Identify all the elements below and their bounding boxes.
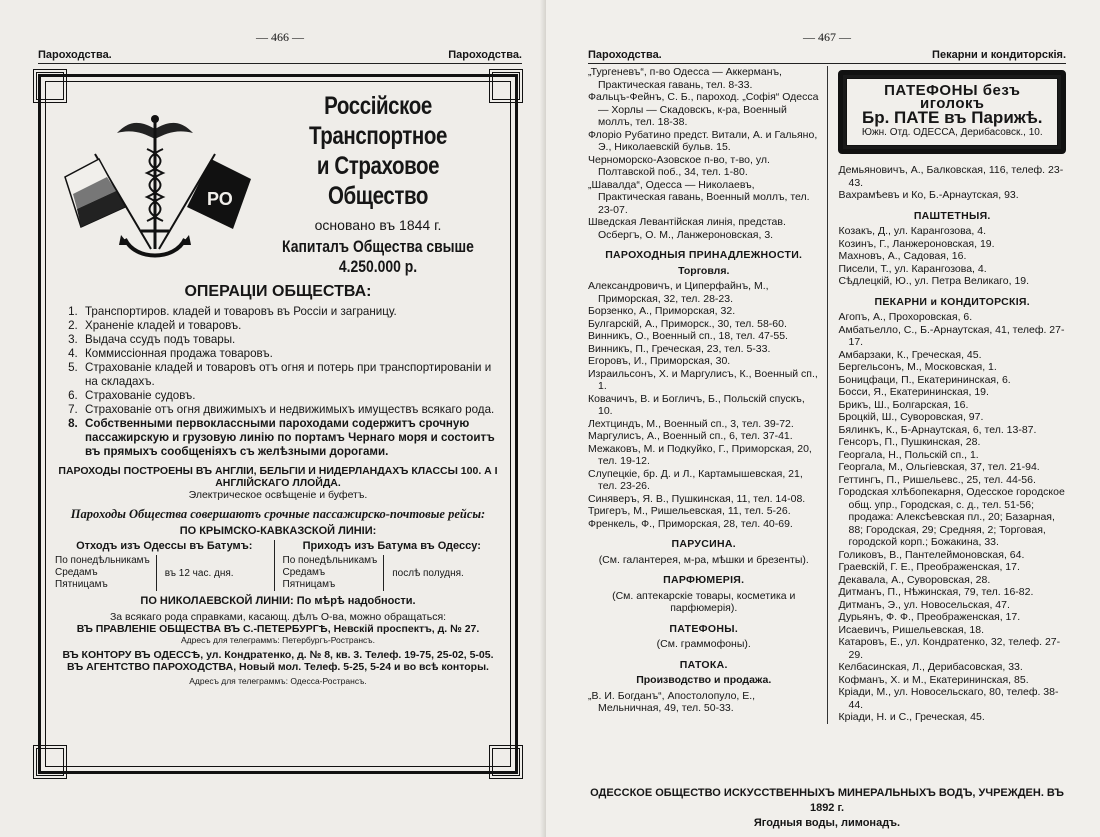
box-ad-line3: Южн. Отд. ОДЕССА, Дерибасовск., 10. xyxy=(861,126,1043,138)
day-label: По понедѣльникамъ xyxy=(282,555,378,566)
list-item: Георгала, М., Ольгіевская, 37, тел. 21-94. xyxy=(838,461,1040,473)
patefony-advertisement xyxy=(838,70,1066,154)
list-item: Френкель, Ф., Приморская, 28, тел. 40-69. xyxy=(588,517,793,530)
list-item: Кофманъ, Х. и М., Екатерининская, 85. xyxy=(838,673,1029,686)
schedule-arrival xyxy=(274,540,502,591)
list-item: 8. Собственными первоклассными пароходами содержитъ срочную пассажирскую и грузовую линію по портамъ Чернаго моря и состоитъ въ прямыхъ сообщеніяхъ съ желѣзными дорогами. xyxy=(81,417,501,459)
list-item: Агопъ, А., Прохоровская, 6. xyxy=(838,311,973,323)
list-item: Израильсонъ, Х. и Маргулисъ, К., Военный сп., 1. xyxy=(588,367,818,392)
list-item: „Тургеневъ“, п-во Одесса — Аккерманъ, Практическая гавань, тел. 8-33. xyxy=(588,66,782,91)
list-item: Булгарскій, А., Приморск., 30, тел. 58-60. xyxy=(588,317,787,330)
list-item: Боницфаци, П., Екатерининская, 6. xyxy=(838,373,1011,386)
list-item: Бялинкъ, К., Б-Арнаутская, 6, тел. 13-87. xyxy=(838,423,1037,436)
list-item: Флоріо Рубатино предст. Витали, А. и Гальяно, Э., Николаевскій бульв. 15. xyxy=(588,128,818,153)
list-item: Лехтциндъ, М., Военный сп., 3, тел. 39-72. xyxy=(588,417,794,430)
footer-line2: Ягодныя воды, лимонадъ. xyxy=(753,817,901,829)
built-line: ПАРОХОДЫ ПОСТРОЕНЫ ВЪ АНГЛІИ, БЕЛЬГІИ И НИДЕРЛАНДАХЪ КЛАССЫ 100. А I АНГЛІЙСКАГО ЛЛОЙДА. xyxy=(58,465,498,489)
svg-text:РО: РО xyxy=(207,189,233,209)
electric-line: Электрическое освѣщеніе и буфетъ. xyxy=(188,489,368,501)
list-item: Винникъ, О., Военный сп., 18, тел. 47-55. xyxy=(588,330,788,342)
section-heading: ПАРУСИНА. xyxy=(671,538,736,550)
list-item: Ковачичъ, В. и Богличъ, Б., Польскій спускъ, 10. xyxy=(588,392,805,417)
list-item: 5. Страхованіе кладей и товаровъ отъ огня и потерь при транспортированіи и на складахъ. xyxy=(81,361,501,389)
operations-title: ОПЕРАЦІИ ОБЩЕСТВА: xyxy=(184,283,372,300)
list-item: Фальцъ-Фейнъ, С. Б., пароход. „Софія“ Одесса — Хорлы — Скадовскъ, к-ра, Военный моллъ, тел. 18-38. xyxy=(588,91,819,128)
flags-anchor-emblem-icon xyxy=(55,99,255,269)
footer-advertisement xyxy=(588,786,1066,831)
page-number: — 467 — xyxy=(803,30,851,44)
list-item: Амбатьелло, С., Б.-Арнаутская, 41, телеф. 27-17. xyxy=(838,323,1065,348)
cross-reference: (См. граммофоны). xyxy=(656,638,751,650)
subsection-heading: Производство и продажа. xyxy=(636,674,772,686)
list-item: Козакъ, Д., ул. Карангозова, 4. xyxy=(838,225,986,237)
list-item: Демьяновичъ, А., Балковская, 116, телеф. 23-43. xyxy=(838,164,1064,189)
crimea-line: ПО КРЫМСКО-КАВКАЗСКОЙ ЛИНІИ: xyxy=(179,525,377,537)
list-item: Егоровъ, И., Приморская, 30. xyxy=(588,355,731,367)
list-item: Вахрамѣевъ и Ко, Б.-Арнаутская, 93. xyxy=(838,189,1019,201)
founded-line: основано въ 1844 г. xyxy=(314,217,442,233)
list-item: Босси, Я., Екатерининская, 19. xyxy=(838,386,989,398)
cross-reference: (См. галантерея, м-ра, мѣшки и брезенты). xyxy=(598,553,809,566)
list-item: Генсоръ, П., Пушкинская, 28. xyxy=(838,436,981,448)
list-item: Писели, Т., ул. Карангозова, 4. xyxy=(838,262,987,275)
telegram-odessa: Адресъ для телеграммъ: Одесса-Ространсъ. xyxy=(189,676,367,686)
list-item: 4. Коммиссіонная продажа товаровъ. xyxy=(81,347,501,361)
section-heading: ПАТЕФОНЫ. xyxy=(669,622,739,635)
page-number: — 466 — xyxy=(256,30,304,44)
running-header xyxy=(588,49,1066,64)
list-item: Брикъ, Ш., Болгарская, 16. xyxy=(838,398,969,411)
ships-line: Пароходы Общества совершаютъ срочные пассажирско-почтовые рейсы: xyxy=(70,507,486,521)
header-left: Пароходства. xyxy=(588,49,662,61)
list-item: Сѣдлецкій, Ю., ул. Петра Великаго, 19. xyxy=(838,275,1030,287)
running-header xyxy=(38,49,522,64)
list-item: „В. И. Богданъ“, Апостолопуло, Е., Мельничная, 49, тел. 50-33. xyxy=(588,689,756,714)
left-page xyxy=(0,0,546,837)
company-name-line1: Россійское Транспортное xyxy=(308,92,448,150)
list-item: Исаевичъ, Ришельевская, 18. xyxy=(838,623,984,636)
ornament-corner xyxy=(33,745,67,779)
section-heading: ПАРФЮМЕРІЯ. xyxy=(663,574,745,586)
header-left: Пароходства. xyxy=(38,49,112,61)
list-item: Борзенко, А., Приморская, 32. xyxy=(588,305,736,317)
list-item: Георгала, Н., Польскій сп., 1. xyxy=(838,448,979,461)
list-item: Александровичъ, и Циперфайнъ, М., Приморская, 32, тел. 28-23. xyxy=(588,280,769,305)
day-label: Средамъ xyxy=(282,567,326,578)
section-heading: ПЕКАРНИ и КОНДИТОРСКІЯ. xyxy=(874,295,1030,308)
capital-line: Капиталъ Общества свыше 4.250.000 р. xyxy=(282,237,474,276)
agency-line: ВЪ АГЕНТСТВО ПАРОХОДСТВА, Новый мол. Телеф. 5-25, 5-24 и во всѣ конторы. xyxy=(67,661,489,673)
section-heading: ПАРОХОДНЫЯ ПРИНАДЛЕЖНОСТИ. xyxy=(605,249,803,261)
list-item: Козинъ, Г., Ланжероновская, 19. xyxy=(838,237,995,250)
list-item: „Шавалда“, Одесса — Николаевъ, Практическая гавань, Военный моллъ, тел. 23-07. xyxy=(588,178,810,216)
subsection-heading: Торговля. xyxy=(678,264,730,277)
header-right: Пароходства. xyxy=(448,49,522,61)
two-column-listing xyxy=(588,66,1066,724)
list-item: 6. Страхованіе судовъ. xyxy=(81,389,501,403)
list-item: Декавала, А., Суворовская, 28. xyxy=(838,573,991,586)
office-line: ВЪ КОНТОРУ ВЪ ОДЕССѢ, ул. Кондратенко, д. № 8, кв. 3. Телеф. 19-75, 25-02, 5-05. xyxy=(62,649,494,661)
list-item: Броцкій, Ш., Суворовская, 97. xyxy=(838,411,984,423)
section-heading: ПАТОКА. xyxy=(679,658,728,671)
list-item: 1. Транспортиров. кладей и товаровъ въ Россіи и заграницу. xyxy=(81,305,501,319)
box-ad-line2: Бр. ПАТЕ въ Парижѣ. xyxy=(861,108,1043,127)
nikolaev-line: ПО НИКОЛАЕВСКОЙ ЛИНІИ: По мѣрѣ надобности. xyxy=(140,595,416,607)
day-label: Средамъ xyxy=(55,567,98,578)
schedule-table xyxy=(55,540,501,591)
list-item: Геттингъ, П., Ришельевс., 25, тел. 44-56. xyxy=(838,473,1036,486)
list-item: Махновъ, А., Садовая, 16. xyxy=(838,250,967,262)
list-item: Дитманъ, Э., ул. Новосельская, 47. xyxy=(838,598,1010,611)
list-item: Черноморско-Азовское п-во, т-во, ул. Полтавской поб., 34, тел. 1-80. xyxy=(588,153,770,178)
schedule-departure xyxy=(55,540,274,591)
list-item: Тригеръ, М., Ришельевская, 11, тел. 5-26. xyxy=(588,505,791,517)
right-page xyxy=(546,0,1100,837)
schedule-days xyxy=(283,555,385,591)
list-item: Синяверъ, Я. В., Пушкинская, 11, тел. 14-08. xyxy=(588,492,806,505)
list-item: Кріади, Н. и С., Греческая, 45. xyxy=(838,711,985,723)
company-name-line2: и Страховое Общество xyxy=(316,152,440,210)
list-item: Маргулисъ, А., Военный сп., 6, тел. 37-41. xyxy=(588,430,793,442)
list-item: Кріади, М., ул. Новосельскаго, 80, телеф. 38-44. xyxy=(838,686,1059,711)
ad-title-block xyxy=(255,91,501,277)
list-item: Катаровъ, Е., ул. Кондратенко, 32, телеф. 27-29. xyxy=(838,636,1061,661)
list-item: Шведская Левантійская линія, представ. Осбергъ, О. М., Ланжероновская, 3. xyxy=(588,216,786,241)
footer-line1: ОДЕССКОЕ ОБЩЕСТВО ИСКУССТВЕННЫХЪ МИНЕРАЛЬНЫХЪ ВОДЪ, УЧРЕЖДЕН. ВЪ 1892 г. xyxy=(590,787,1064,814)
schedule-days xyxy=(55,555,157,591)
schedule-time: послѣ полудня. xyxy=(392,567,464,579)
list-item: Дитманъ, П., Нѣжинская, 79, тел. 16-82. xyxy=(838,586,1034,598)
section-heading: ПАШТЕТНЫЯ. xyxy=(913,209,991,222)
list-item: Слупецкіе, бр. Д. и Л., Картамышевская, 21, тел. 23-26. xyxy=(588,467,803,492)
list-item: Бергельсонъ, М., Московская, 1. xyxy=(838,361,997,373)
left-column xyxy=(588,66,828,724)
list-item: 7. Страхованіе отъ огня движимыхъ и недвижимыхъ имуществъ всякаго рода. xyxy=(81,403,501,417)
list-item: Винникъ, П., Греческая, 23, тел. 5-33. xyxy=(588,342,771,355)
list-item: Межаковъ, М. и Подкуйко, Г., Приморская, 20, тел. 19-12. xyxy=(588,442,812,467)
cross-reference: (См. аптекарскіе товары, косметика и парфюмерія). xyxy=(612,589,796,614)
operations-list xyxy=(55,305,501,459)
telegram-spb: Адресъ для телеграммъ: Петербургъ-Ространсъ. xyxy=(181,635,375,645)
list-item: Дурьянъ, Ф. Ф., Преображенская, 17. xyxy=(838,611,1021,623)
schedule-head: Приходъ изъ Батума въ Одессу: xyxy=(302,540,481,552)
ornament-corner xyxy=(489,745,523,779)
day-label: По понедѣльникамъ xyxy=(55,555,150,566)
advertisement-frame xyxy=(38,74,518,774)
header-right: Пекарни и кондиторскія. xyxy=(932,49,1066,61)
list-item: 3. Выдача ссудъ подъ товары. xyxy=(81,333,501,347)
list-item: Граевскій, Г. Е., Преображенская, 17. xyxy=(838,561,1020,573)
box-ad-line1: ПАТЕФОНЫ безъ иголокъ xyxy=(884,82,1021,112)
inquiry-line: За всякаго рода справками, касающ. дѣлъ О-ва, можно обращаться: xyxy=(109,611,447,623)
right-column xyxy=(828,66,1066,724)
list-item: Городская хлѣбопекарня, Одесское городское общ. упр., Городская, с. д., тел. 51-56; продажа: Алексѣевская пл., 20; Базарная, 88; Городская, 29; Средняя, 2; Торговая, городской корп.; Божакина, 33. xyxy=(838,486,1065,548)
day-label: Пятницамъ xyxy=(282,579,336,590)
list-item: Амбарзаки, К., Греческая, 45. xyxy=(838,348,982,361)
schedule-time: въ 12 час. дня. xyxy=(164,567,234,579)
ad-header xyxy=(55,91,501,277)
schedule-head: Отходъ изъ Одессы въ Батумъ: xyxy=(76,540,253,552)
day-label: Пятницамъ xyxy=(55,579,108,590)
board-line: ВЪ ПРАВЛЕНІЕ ОБЩЕСТВА ВЪ С.-ПЕТЕРБУРГѢ, Невскій проспектъ, д. № 27. xyxy=(76,623,480,635)
list-item: Келбасинская, Л., Дерибасовская, 33. xyxy=(838,661,1023,673)
list-item: 2. Храненіе кладей и товаровъ. xyxy=(81,319,501,333)
list-item: Голиковъ, В., Пантелеймоновская, 64. xyxy=(838,548,1025,561)
